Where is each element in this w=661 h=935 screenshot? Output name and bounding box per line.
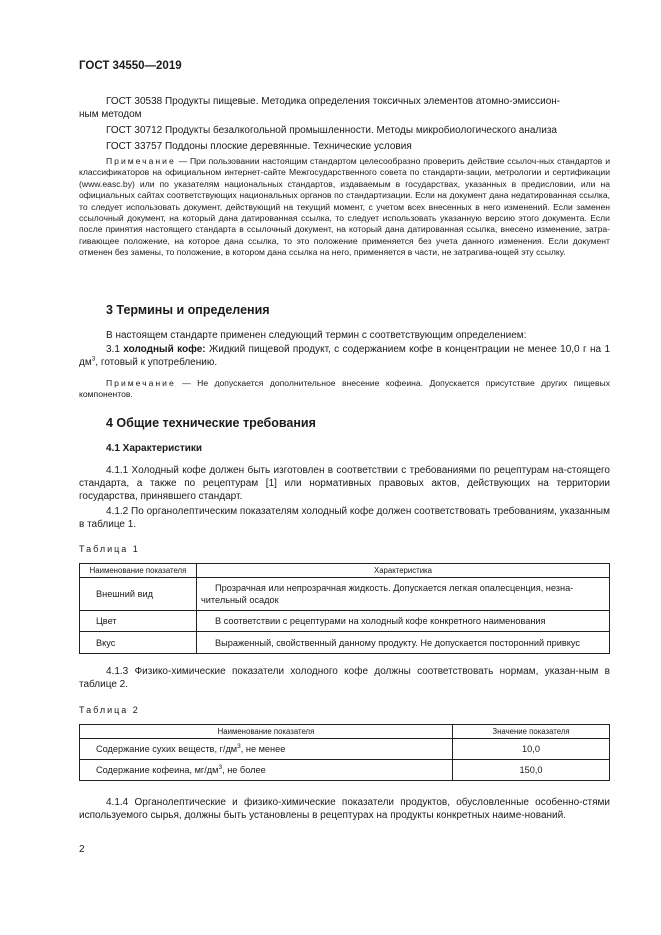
term-name: холодный кофе: [123,344,206,355]
table-row [80,760,610,781]
reference-title: Продукты безалкогольной промышленности. Методы микробиологического анализа [162,125,557,136]
term-definition-tail: , готовый к употреблению. [95,357,218,368]
note-references [79,156,610,259]
table-row [80,611,610,632]
superscript: 3 [91,355,96,363]
superscript: 3 [218,763,223,771]
indicator-limit: , не менее [240,744,286,754]
indicator-name: Содержание сухих веществ, г/дм [96,744,238,754]
section-4-title: 4 Общие технические требования [106,416,316,430]
paragraph-4-1-3: 4.1.3 Физико-химические показатели холодного кофе должны соответствовать нормам, указан-ным в таблице 2. [79,666,610,690]
document-header: ГОСТ 34550—2019 [79,60,182,72]
table-cell: Цвет [80,611,197,632]
column-header: Наименование показателя [80,725,453,739]
paragraph-4-1-2: 4.1.2 По органолептическим показателям холодный кофе должен соответствовать требованиям, указанным в таблице 1. [79,506,610,530]
reference-title: Продукты пищевые. Методика определения токсичных элементов атомно-эмиссион- [162,96,561,107]
table-row [80,578,610,611]
superscript: 3 [237,742,241,750]
paragraph-4-1-4: 4.1.4 Органолептические и физико-химические показатели продуктов, обусловленные особенно-стями используемого сырья, должны быть установлены в рецептурах на продукты конкретных наиме-нований. [79,797,610,821]
table-cell: Внешний вид [80,578,197,611]
note-term [79,378,610,401]
reference-code: ГОСТ 30712 [106,125,163,136]
table-cell: 10,0 [453,739,610,760]
table-cell: В соответствии с рецептурами на холодный кофе конкретного наименования [197,611,610,632]
table-cell: 150,0 [453,760,610,781]
paragraph-4-1-1: 4.1.1 Холодный кофе должен быть изготовлен в соответствии с требованиями по рецептурам на-стоящего стандарта, а также по рецептурам [1] или нормативных правовых актов, действующих на территории государства, принявшего стандарт. [79,465,610,502]
section-3-intro: В настоящем стандарте применен следующий термин с соответствующим определением: [106,330,527,341]
note-text: — При пользовании настоящим стандартом целесообразно проверить действие ссылоч-ных стандартов и классификаторов на официальном интернет-сайте Межгосударственного совета по стандарти-зации, метрологии и сертификации (www.easc.by) или по указателям национальных стандартов, издаваемым в государствах, указанных в предисловии, или на официальных сайтах соответствующих национальных органов по стандартизации. Если на документ дана недатированная ссылка, то следует использовать документ, действующий на текущий момент, с учетом всех внесенных в него изменений. Если заменен ссылочный документ, на который дана датированная ссылка, то следует использовать указанную версию этого документа. Если после принятия настоящего стандарта в ссылочный документ, на который дана датированная ссылка, внесено изменение, затра-гивающее положение, на которое дана ссылка, то это положение применяется без учета данного изменения. Если документ отменен без замены, то положение, в котором дана ссылка на него, применяется в части, не затрагива-ющей эту ссылку. [79,156,610,258]
table-cell: Выраженный, свойственный данному продукту. Не допускается посторонний привкус [197,632,610,654]
table-cell [80,760,453,781]
column-header: Наименование показателя [80,564,197,578]
note-text: — Не допускается дополнительное внесение кофеина. Допускается присутствие других пищевых компонентов. [79,378,610,400]
section-3-title: 3 Термины и определения [106,303,270,317]
reference-list [79,95,610,153]
table-cell: Прозрачная или непрозрачная жидкость. Допускается легкая опалесценция, незна-чительный осадок [197,578,610,611]
table-header-row [80,564,610,578]
indicator-name: Содержание кофеина, мг/дм [96,765,219,775]
table-cell [80,739,453,760]
table-1-caption: Таблица 1 [79,544,140,554]
reference-code: ГОСТ 30538 [106,96,163,107]
term-definition [79,343,610,369]
table-header-row [80,725,610,739]
reference-item [79,95,610,108]
term-definition-text: Жидкий пищевой продукт, с содержанием кофе в концентрации не менее 10,0 г на 1 дм [79,344,611,368]
term-number: 3.1 [106,344,124,355]
reference-code: ГОСТ 33757 [106,141,163,152]
table-cell: Вкус [80,632,197,654]
table-2-caption: Таблица 2 [79,705,140,715]
reference-item [79,124,610,137]
page-number: 2 [79,844,85,855]
table-1 [79,563,610,654]
subsection-4-1-title: 4.1 Характеристики [106,443,203,454]
table-row [80,632,610,654]
table-2 [79,724,610,781]
reference-item [79,140,610,153]
table-row [80,739,610,760]
indicator-limit: , не более [222,765,266,775]
column-header: Характеристика [197,564,610,578]
reference-item-continuation: ным методом [79,109,142,120]
note-label: Примечание [106,378,176,388]
note-label: Примечание [106,156,176,166]
reference-title: Поддоны плоские деревянные. Технические условия [162,141,412,152]
column-header: Значение показателя [453,725,610,739]
